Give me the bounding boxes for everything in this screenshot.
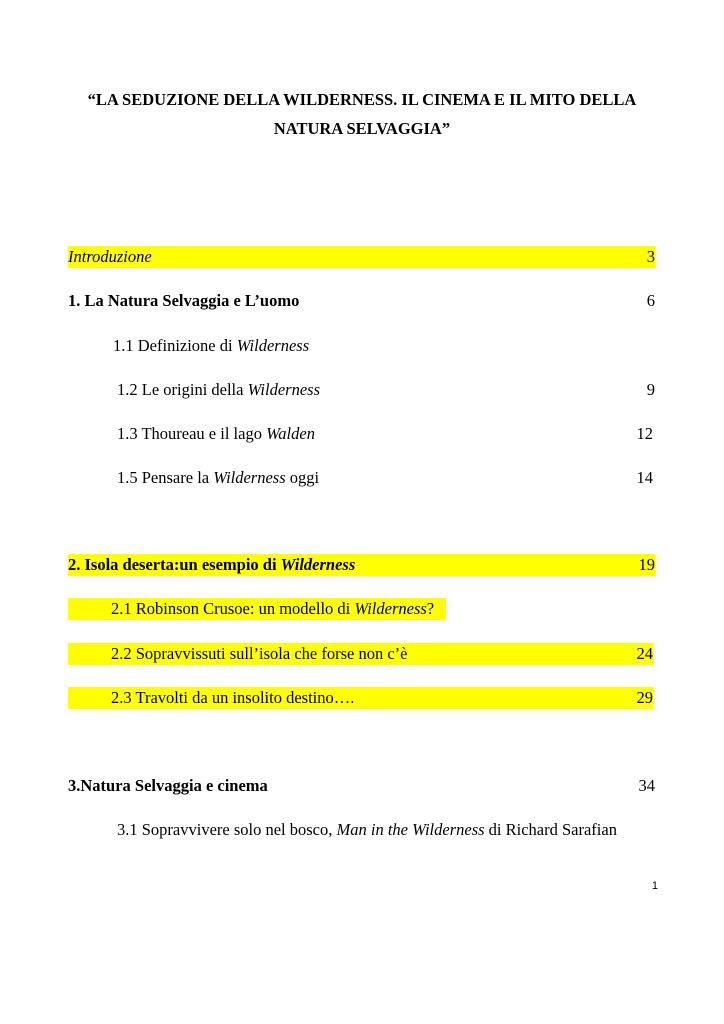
toc-entry-label: Introduzione [68,247,152,266]
toc-entry-label: 1.3 Thoureau e il lago Walden [117,424,315,443]
toc-entry-section-2-2 [68,643,653,665]
toc-entry-page: 19 [638,555,655,574]
document-title-line-1: “LA SEDUZIONE DELLA WILDERNESS. IL CINEMA E IL MITO DELLA [87,90,637,109]
toc-entry-introduzione [68,246,655,268]
toc-entry-section-1-1 [113,335,513,357]
toc-entry-label: 3.Natura Selvaggia e cinema [68,776,268,795]
toc-entry-label: 3.1 Sopravvivere solo nel bosco, Man in the Wilderness di Richard Sarafian [117,820,617,839]
toc-entry-chapter-3 [68,775,655,797]
toc-entry-section-1-3 [117,423,653,445]
toc-entry-label: 1.5 Pensare la Wilderness oggi [117,468,320,487]
page-number: 1 [651,880,658,892]
toc-entry-label: 2.2 Sopravvissuti sull’isola che forse non c’è [111,644,408,663]
toc-entry-page: 9 [646,380,655,399]
toc-entry-page: 29 [636,688,653,707]
toc-entry-section-2-1 [68,598,446,620]
toc-entry-label: 1.2 Le origini della Wilderness [117,380,321,399]
toc-entry-page: 6 [646,291,655,310]
toc-entry-label: 2. Isola deserta:un esempio di Wilderness [68,555,356,574]
toc-entry-label: 2.1 Robinson Crusoe: un modello di Wilderness? [111,599,435,618]
toc-entry-section-1-5 [117,467,653,489]
toc-entry-chapter-2 [68,554,655,576]
document-title-line-2: NATURA SELVAGGIA” [273,119,451,138]
toc-entry-label: 1. La Natura Selvaggia e L’uomo [68,291,300,310]
toc-entry-page: 34 [638,776,655,795]
toc-entry-label: 1.1 Definizione di Wilderness [113,336,310,355]
toc-entry-chapter-1 [68,290,655,312]
toc-entry-label: 2.3 Travolti da un insolito destino…. [111,688,355,707]
toc-entry-page: 3 [646,247,655,266]
toc-entry-section-3-1 [117,819,657,841]
toc-entry-page: 12 [636,424,653,443]
toc-entry-page: 14 [636,468,653,487]
toc-entry-section-1-2 [117,379,655,401]
toc-entry-page: 24 [636,644,653,663]
toc-entry-section-2-3 [68,687,653,709]
